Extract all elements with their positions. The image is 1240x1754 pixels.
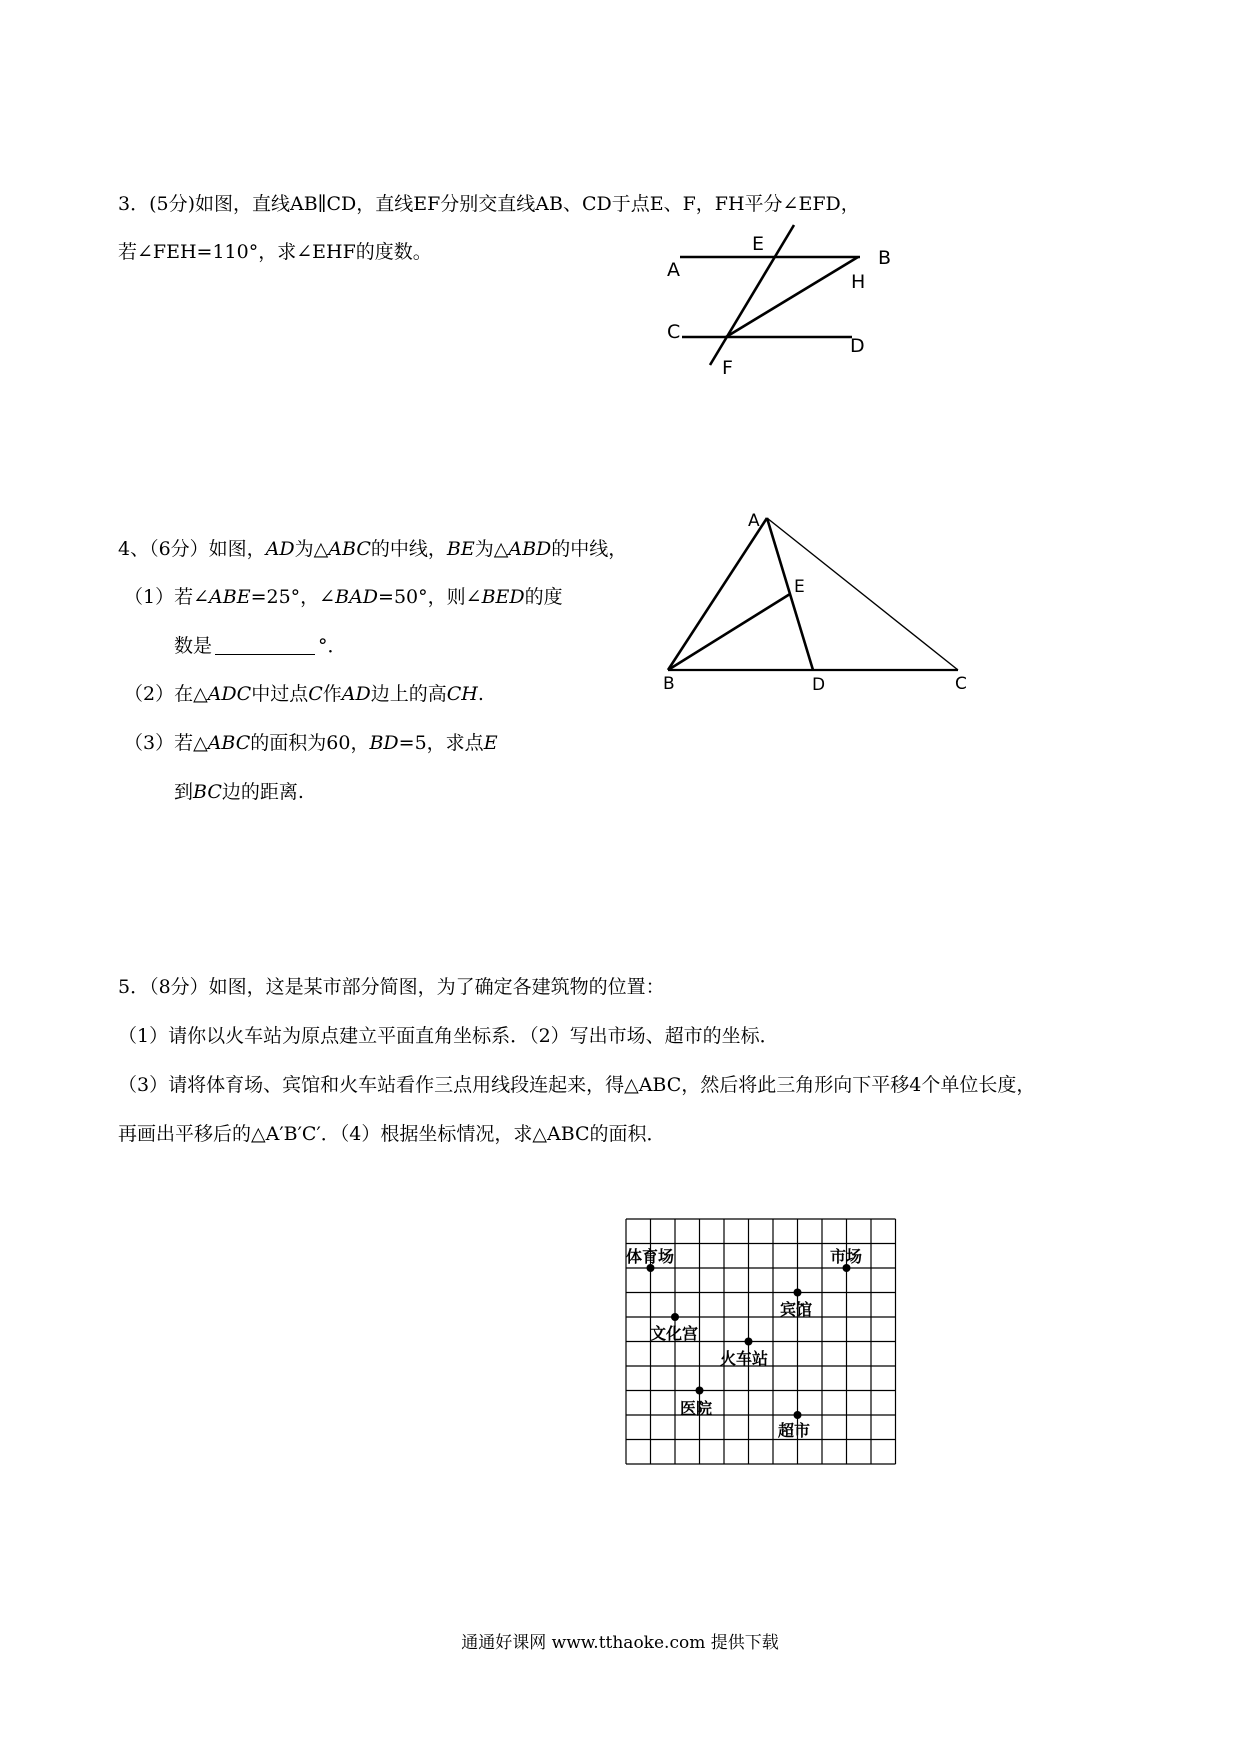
q3-label-d: D xyxy=(850,335,865,357)
q4-part1-line1: （1）若∠ABE=25°，∠BAD=50°，则∠BED的度 xyxy=(124,586,563,608)
q3-label-b: B xyxy=(878,247,892,269)
q5-text-line2: （1）请你以火车站为原点建立平面直角坐标系．（2）写出市场、超市的坐标． xyxy=(118,1025,779,1047)
q4-label-a: A xyxy=(748,511,760,531)
point-palace xyxy=(671,1313,679,1321)
label-hospital: 医院 xyxy=(680,1399,713,1418)
q4-part3-line2: 到BC边的距离. xyxy=(174,781,304,803)
label-supermarket: 超市 xyxy=(778,1421,811,1440)
q3-label-c: C xyxy=(667,321,681,343)
label-market: 市场 xyxy=(830,1247,863,1266)
point-supermarket xyxy=(794,1411,802,1419)
q3-label-h: H xyxy=(851,271,866,293)
label-palace: 文化宫 xyxy=(650,1324,699,1343)
point-hotel xyxy=(794,1289,802,1297)
q5-text-line1: 5．（8分）如图，这是某市部分简图，为了确定各建筑物的位置： xyxy=(118,976,665,998)
q3-label-e: E xyxy=(752,233,765,255)
q4-label-e: E xyxy=(794,577,805,597)
point-hospital xyxy=(696,1387,704,1395)
q3-label-f: F xyxy=(722,357,733,379)
label-station: 火车站 xyxy=(720,1349,769,1368)
q4-label-c: C xyxy=(955,674,967,694)
q4-part3-line1: （3）若△ABC的面积为60，BD=5，求点E xyxy=(124,732,498,754)
page-footer: 通通好课网 www.tthaoke.com 提供下载 xyxy=(461,1633,779,1653)
q4-label-d: D xyxy=(812,675,826,695)
q5-text-line3: （3）请将体育场、宾馆和火车站看作三点用线段连起来，得△ABC，然后将此三角形向下平移4个单位长度， xyxy=(118,1074,1036,1096)
q3-text-line2: 若∠FEH=110°，求∠EHF的度数。 xyxy=(118,241,432,263)
q4-part1-line2: 数是 °． xyxy=(174,635,347,657)
q4-part2: （2）在△ADC中过点C作AD边上的高CH. xyxy=(124,683,484,705)
q3-label-a: A xyxy=(667,259,680,281)
q5-text-line4: 再画出平移后的△A′B′C′．（4）根据坐标情况，求△ABC的面积． xyxy=(118,1123,666,1145)
q3-text-line1: 3．(5分)如图，直线AB∥CD，直线EF分别交直线AB、CD于点E、F，FH平分∠EFD， xyxy=(118,193,860,215)
label-hotel: 宾馆 xyxy=(780,1300,813,1319)
point-station xyxy=(745,1338,753,1346)
q4-label-b: B xyxy=(663,674,675,694)
label-stadium: 体育场 xyxy=(626,1247,675,1266)
q4-intro: 4、（6分）如图，AD为△ABC的中线，BE为△ABD的中线， xyxy=(118,538,628,560)
